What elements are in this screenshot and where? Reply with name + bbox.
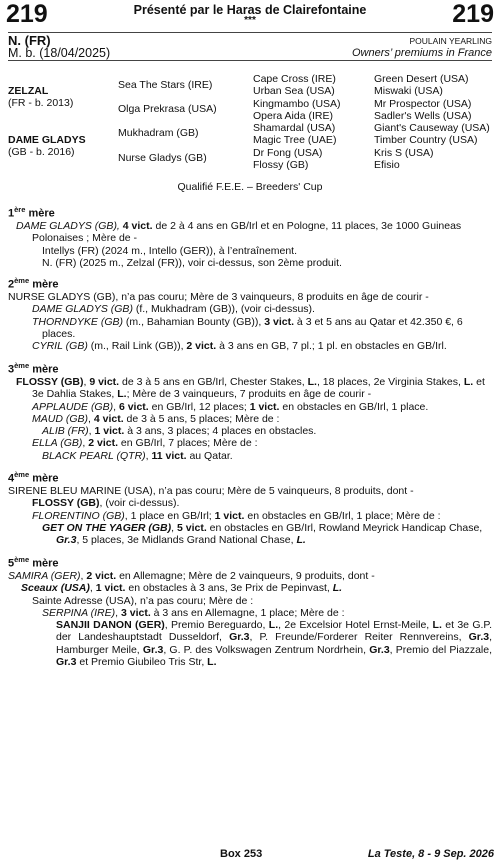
- g3-item: Efisio: [374, 159, 400, 172]
- g1-0: Sea The Stars (IRE): [118, 79, 213, 91]
- produce-item: FLORENTINO (GB), 1 place en GB/Irl; 1 vict. en obstacles en GB/Irl, 1 place; Mère de :: [32, 509, 441, 522]
- owners-premiums: Owners’ premiums in France: [352, 47, 492, 59]
- section-heading: 1ère mère: [8, 205, 55, 220]
- section-1st-dam: [8, 204, 492, 269]
- produce-item: N. (FR) (2025 m., Zelzal (FR)), voir ci-dessus, son 2ème produit.: [42, 256, 342, 269]
- produce-item: FLOSSY (GB), (voir ci-dessus).: [32, 497, 180, 510]
- section-3rd-dam: [8, 360, 492, 462]
- g2-item: Magic Tree (UAE): [253, 134, 337, 147]
- sire-name: ZELZAL: [8, 85, 49, 97]
- produce-item: SERPINA (IRE), 3 vict. à 3 ans en Allemagne, 1 place; Mère de :: [42, 606, 345, 619]
- sale-place-date: La Teste, 8 - 9 Sep. 2026: [367, 848, 494, 860]
- g2-item: Kingmambo (USA): [253, 97, 341, 110]
- dam-name: DAME GLADYS: [8, 134, 86, 146]
- produce-item: GET ON THE YAGER (GB), 5 vict. en obstacles en GB/Irl, Rowland Meyrick Handicap Chase, Gr.3, 5 places, 3e Midlands Grand National Chase, L.: [42, 521, 483, 547]
- g3-item: Green Desert (USA): [374, 73, 469, 85]
- section-heading: 2ème mère: [8, 276, 59, 291]
- dam-record: SAMIRA (GER), 2 vict. en Allemagne; Mère de 2 vainqueurs, 9 produits, dont -: [8, 569, 375, 582]
- produce-item: Intellys (FR) (2024 m., Intello (GER)), à l’entraînement.: [42, 244, 297, 257]
- produce-item: DAME GLADYS (GB) (f., Mukhadram (GB)), (voir ci-dessus).: [32, 303, 315, 316]
- produce-item: Sainte Adresse (USA), n’a pas couru; Mère de :: [32, 594, 254, 607]
- produce-item: THORNDYKE (GB) (m., Bahamian Bounty (GB)), 3 vict. à 3 et 5 ans au Qatar et 42.350 €, 6 places.: [32, 315, 463, 340]
- section-heading: 4ème mère: [8, 470, 59, 485]
- dam-record: FLOSSY (GB), 9 vict. de 3 à 5 ans en GB/Irl, Chester Stakes, L., 18 places, 2e Virginia Stakes, L. et 3e Dahlia Stakes, L.; Mère de 3 vainqueurs, 7 produits en âge de courir -: [16, 375, 485, 401]
- section-4th-dam: [8, 469, 492, 546]
- box-number: Box 253: [220, 848, 263, 860]
- header-rule: [8, 32, 492, 33]
- produce-item: ELLA (GB), 2 vict. en GB/Irl, 7 places; Mère de :: [32, 437, 258, 450]
- produce-item: ALIB (FR), 1 vict. à 3 ans, 3 places; 4 places en obstacles.: [42, 425, 317, 438]
- produce-item: APPLAUDE (GB), 6 vict. en GB/Irl, 12 places; 1 vict. en obstacles en GB/Irl, 1 place.: [32, 400, 429, 413]
- g3-item: Giant's Causeway (USA): [374, 122, 490, 135]
- g1-3: Nurse Gladys (GB): [118, 152, 207, 164]
- produce-item: Sceaux (USA), 1 vict. en obstacles à 3 ans, 3e Prix de Pepinvast, L.: [21, 582, 343, 595]
- g2-item: Cape Cross (IRE): [253, 73, 336, 85]
- g3-item: Miswaki (USA): [374, 85, 443, 98]
- g2-item: Dr Fong (USA): [253, 146, 323, 159]
- pedigree-dam: [8, 134, 86, 159]
- g2-item: Urban Sea (USA): [253, 85, 335, 98]
- header-rule-bottom: [8, 60, 492, 61]
- lot-number-right: 219: [452, 0, 494, 28]
- g3-item: Kris S (USA): [374, 146, 434, 159]
- pedigree-g3: [374, 73, 490, 171]
- g2-item: Shamardal (USA): [253, 122, 336, 135]
- horse-name: N. (FR): [8, 33, 51, 48]
- produce-item: BLACK PEARL (QTR), 11 vict. au Qatar.: [42, 449, 233, 462]
- stars: ***: [244, 15, 256, 26]
- section-5th-dam: [8, 554, 492, 668]
- consignor: Présenté par le Haras de Clairefontaine: [133, 3, 367, 17]
- dam-info: (GB - b. 2016): [8, 146, 75, 159]
- lot-number: 219: [6, 0, 48, 28]
- dam-record: NURSE GLADYS (GB), n’a pas couru; Mère de 3 vainqueurs, 8 produits en âge de courir -: [8, 290, 429, 303]
- dam-record: SIRENE BLEU MARINE (USA), n’a pas couru; Mère de 5 vainqueurs, 8 produits, dont -: [8, 484, 414, 497]
- pedigree-sire: [8, 85, 73, 110]
- category: POULAIN YEARLING: [409, 36, 492, 46]
- sire-info: (FR - b. 2013): [8, 97, 74, 110]
- pedigree-g2: [253, 73, 341, 171]
- dam-record: DAME GLADYS (GB), 4 vict. de 2 à 4 ans en GB/Irl et en Pologne, 11 places, 3e 1000 Guineas Polonaises ; Mère de -: [16, 219, 462, 245]
- g2-item: Opera Aida (IRE): [253, 109, 333, 122]
- section-heading: 5ème mère: [8, 555, 59, 570]
- g3-item: Timber Country (USA): [374, 134, 478, 147]
- section-2nd-dam: [8, 275, 492, 352]
- qualification: Qualifié F.E.E. – Breeders' Cup: [177, 181, 323, 193]
- produce-item: CYRIL (GB) (m., Rail Link (GB)), 2 vict. à 3 ans en GB, 7 pl.; 1 pl. en obstacles en GB/Irl.: [32, 340, 447, 353]
- g2-item: Flossy (GB): [253, 159, 309, 172]
- section-heading: 3ème mère: [8, 361, 59, 376]
- produce-item: MAUD (GB), 4 vict. de 3 à 5 ans, 5 places; Mère de :: [32, 412, 280, 425]
- produce-item: SANJII DANON (GER), Premio Bereguardo, L., 2e Excelsior Hotel Ernst-Meile, L. et 3e G.P. der Landeshauptstadt Dusseldorf, Gr.3, P. Freunde/Forderer Reiter Rennvereins, Gr.3, Hamburger Meile, Gr.3, G. P. des Volkswagen Zentrum Nordrhein, Gr.3, Premio del Piazzale, Gr.3 et Premio Giubileo Tris Str, L.: [56, 619, 492, 669]
- g3-item: Mr Prospector (USA): [374, 97, 472, 110]
- g3-item: Sadler's Wells (USA): [374, 109, 472, 122]
- g1-2: Mukhadram (GB): [118, 127, 199, 139]
- description: M. b. (18/04/2025): [8, 46, 111, 60]
- g1-1: Olga Prekrasa (USA): [118, 103, 217, 115]
